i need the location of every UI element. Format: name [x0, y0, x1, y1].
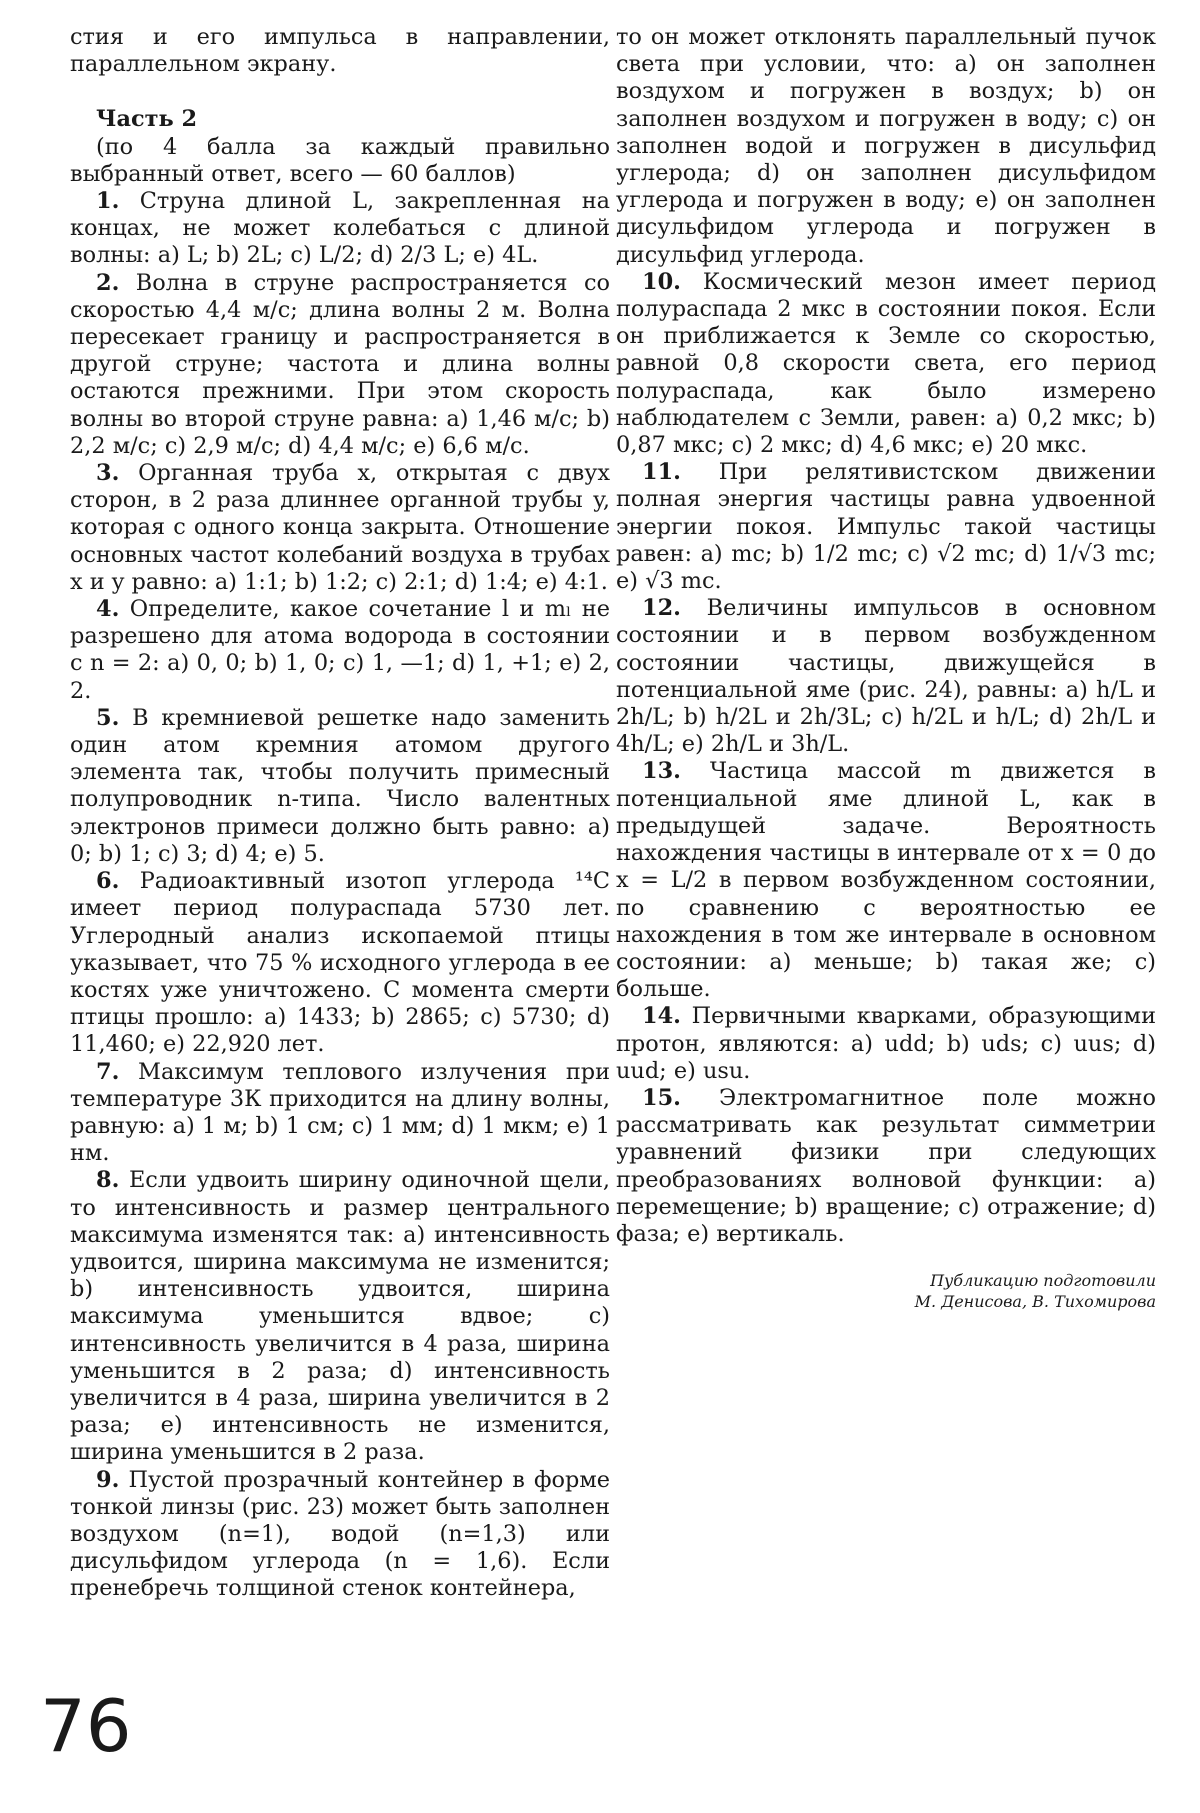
page-number: 76 — [40, 1684, 132, 1768]
question-10 — [616, 269, 1156, 459]
part-heading: Часть 2 — [96, 106, 198, 133]
right-column — [616, 24, 1156, 1312]
question-number: 4. — [96, 596, 120, 623]
part-note: (по 4 балла за каждый правильно выбранный ответ, всего — 60 баллов) — [70, 133, 610, 187]
question-text: Радиоактивный изотоп углерода ¹⁴C имеет период полураспада 5730 лет. Углеродный анализ ископаемой птицы указывает, что 75 % исходного углерода в ее костях уже уничтожено. С момента смерти птицы прошло: a) 1433; b) 2865; c) 5730; d) 11,460; e) 22,920 лет. — [70, 868, 611, 1058]
question-number: 10. — [642, 268, 681, 295]
intro-continuation: стия и его импульса в направлении, параллельном экрану. — [70, 24, 610, 78]
question-15 — [616, 1085, 1156, 1248]
question-number: 5. — [96, 704, 120, 731]
question-number: 12. — [642, 595, 681, 622]
question-text: Органная труба x, открытая с двух сторон, в 2 раза длиннее органной трубы y, которая с одного конца закрыта. Отношение основных частот колебаний воздуха в трубах x и y равно: a) 1:1; b) 1:2; c) 2:1; d) 1:4; e) 4:1. — [70, 460, 610, 595]
question-number: 8. — [96, 1167, 120, 1194]
question-number: 7. — [96, 1058, 120, 1085]
question-6 — [70, 868, 610, 1058]
question-5 — [70, 705, 610, 868]
question-text: Струна длиной L, закрепленная на концах, не может колебаться с длиной волны: a) L; b) 2L; c) L/2; d) 2/3 L; e) 4L. — [70, 188, 610, 269]
question-text: Пустой прозрачный контейнер в форме тонкой линзы (рис. 23) может быть заполнен воздухом (n=1), водой (n=1,3) или дисульфидом углерода (n = 1,6). Если пренебречь толщиной стенок контейнера, — [70, 1466, 610, 1602]
question-number: 1. — [96, 188, 120, 215]
question-1 — [70, 188, 610, 270]
question-11 — [616, 459, 1156, 595]
question-text: Величины импульсов в основном состоянии и в первом возбужденном состоянии частицы, движущейся в потенциальной яме (рис. 24), равны: a) h/L и 2h/L; b) h/2L и 2h/3L; c) h/2L и h/L; d) 2h/L и 4h/L; e) 2h/L и 3h/L. — [616, 595, 1157, 758]
left-column — [70, 24, 610, 1603]
question-3 — [70, 460, 610, 596]
question-text: Определите, какое сочетание l и mₗ не разрешено для атома водорода в состоянии с n = 2: a) 0, 0; b) 1, 0; c) 1, —1; d) 1, +1; e) 2, 2. — [70, 596, 610, 704]
question-number: 6. — [96, 868, 120, 895]
question-text: При релятивистском движении полная энергия частицы равна удвоенной энергии покоя. Импульс такой частицы равен: a) mc; b) 1/2 mc; c) √2 mc; d) 1/√3 mc; e) √3 mc. — [616, 459, 1156, 595]
credit-line-1: Публикацию подготовили — [930, 1271, 1156, 1291]
question-text: Максимум теплового излучения при температуре 3К приходится на длину волны, равную: a) 1 м; b) 1 см; c) 1 мм; d) 1 мкм; e) 1 нм. — [70, 1058, 610, 1167]
question-4 — [70, 596, 610, 705]
question-14 — [616, 1003, 1156, 1085]
question-number: 9. — [96, 1466, 120, 1493]
question-9 — [70, 1467, 610, 1603]
question-7 — [70, 1059, 610, 1168]
question-2 — [70, 270, 610, 460]
publication-credit — [616, 1270, 1156, 1312]
question-text: Первичными кварками, образующими протон, являются: a) udd; b) uds; c) uus; d) uud; e) usu. — [616, 1003, 1156, 1084]
credit-line-2: М. Денисова, В. Тихомирова — [914, 1292, 1156, 1312]
question-number: 11. — [642, 459, 681, 486]
question-text: Космический мезон имеет период полураспада 2 мкс в состоянии покоя. Если он приближается к Земле со скоростью, равной 0,8 скорости света, его период полураспада, как было измерено наблюдателем с Земли, равен: a) 0,2 мкс; b) 0,87 мкс; c) 2 мкс; d) 4,6 мкс; e) 20 мкс. — [616, 268, 1157, 459]
question-12 — [616, 595, 1156, 758]
question-text: Волна в струне распространяется со скоростью 4,4 м/с; длина волны 2 м. Волна пересекает границу и распространяется в другой струне; частота и длина волны остаются прежними. При этом скорость волны во второй струне равна: a) 1,46 м/с; b) 2,2 м/с; c) 2,9 м/с; d) 4,4 м/с; e) 6,6 м/с. — [70, 269, 610, 459]
question-number: 3. — [96, 460, 120, 487]
question-8 — [70, 1167, 610, 1466]
question-text: Частица массой m движется в потенциальной яме длиной L, как в предыдущей задаче. Вероятность нахождения частицы в интервале от x = 0 до x = L/2 в первом возбужденном состоянии, по сравнению с вероятностью ее нахождения в том же интервале в основном состоянии: a) меньше; b) такая же; c) больше. — [616, 758, 1157, 1003]
question-number: 2. — [96, 269, 120, 296]
question-text: В кремниевой решетке надо заменить один атом кремния атомом другого элемента так, чтобы получить примесный полупроводник n-типа. Число валентных электронов примеси должно быть равно: a) 0; b) 1; c) 3; d) 4; e) 5. — [70, 704, 610, 867]
question-13 — [616, 758, 1156, 1003]
question-number: 14. — [642, 1003, 681, 1030]
question-number: 13. — [642, 758, 681, 785]
question-text: Электромагнитное поле можно рассматривать как результат симметрии уравнений физики при следующих преобразованиях волновой функции: a) перемещение; b) вращение; c) отражение; d) фаза; e) вертикаль. — [616, 1084, 1156, 1247]
question-9-continuation: то он может отклонять параллельный пучок света при условии, что: a) он заполнен воздухом и погружен в воздух; b) он заполнен воздухом и погружен в воду; c) он заполнен водой и погружен в дисульфид углерода; d) он заполнен дисульфидом углерода и погружен в воду; e) он заполнен дисульфидом углерода и погружен в дисульфид углерода. — [616, 24, 1156, 268]
question-text: Если удвоить ширину одиночной щели, то интенсивность и размер центрального максимума изменятся так: a) интенсивность удвоится, ширина максимума не изменится; b) интенсивность удвоится, ширина максимума уменьшится вдвое; c) интенсивность увеличится в 4 раза, ширина уменьшится в 2 раза; d) интенсивность увеличится в 4 раза, ширина увеличится в 2 раза; e) интенсивность не изменится, ширина уменьшится в 2 раза. — [70, 1167, 610, 1466]
question-number: 15. — [642, 1084, 681, 1111]
